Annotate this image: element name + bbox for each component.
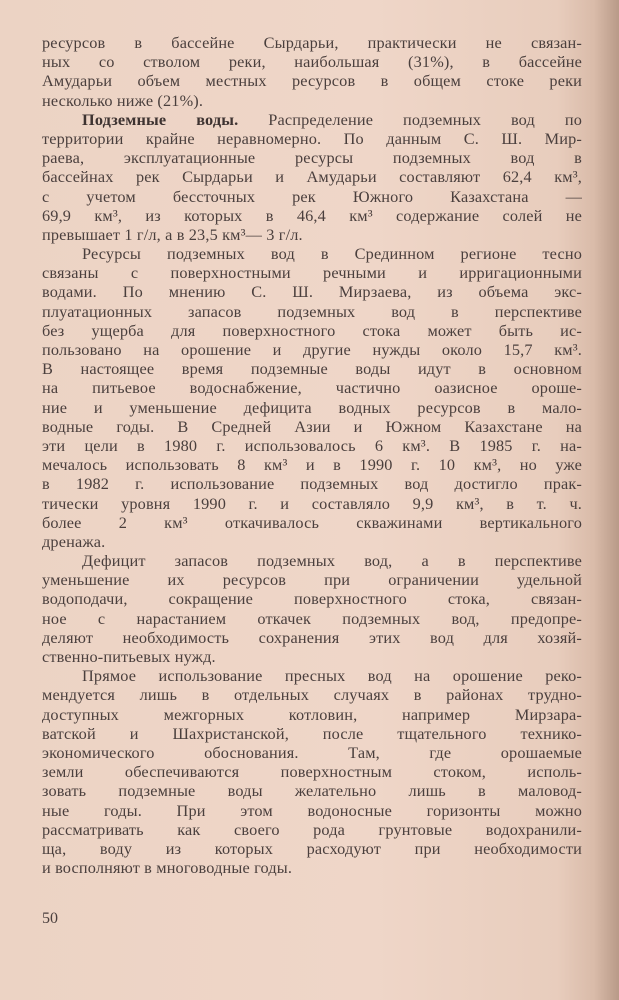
line-text: с учетом бессточных рек Южного Казахстана — bbox=[42, 186, 582, 206]
text-line bbox=[42, 378, 582, 397]
line-text: и восполняют в многоводные годы. bbox=[42, 858, 293, 878]
section-heading: Подземные воды. bbox=[82, 109, 239, 129]
line-text: без ущерба для поверхностного стока может быть ис- bbox=[42, 320, 582, 340]
text-line bbox=[42, 436, 582, 455]
line-text: эти цели в 1980 г. использовалось 6 км³. В 1985 г. на- bbox=[42, 435, 582, 455]
text-line bbox=[42, 167, 582, 186]
line-text: земли обеспечиваются поверхностным стоком, исполь- bbox=[42, 762, 582, 782]
text-line bbox=[42, 244, 582, 263]
text-line bbox=[42, 647, 582, 666]
line-text: Дефицит запасов подземных вод, а в перспективе bbox=[82, 551, 582, 571]
line-text: водами. По мнению С. Ш. Мирзаева, из объема экс- bbox=[42, 282, 582, 302]
page-number: 50 bbox=[42, 910, 58, 927]
text-line bbox=[42, 455, 582, 474]
line-text: ние и уменьшение дефицита водных ресурсов в мало- bbox=[42, 397, 582, 417]
line-text: пользовано на орошение и другие нужды около 15,7 км³. bbox=[42, 340, 582, 359]
text-line bbox=[42, 781, 582, 800]
text-line bbox=[42, 628, 582, 647]
line-text: территории крайне неравномерно. По данным С. Ш. Мир- bbox=[42, 128, 582, 148]
line-text: тически уровня 1990 г. и составляло 9,9 км³, в т. ч. bbox=[42, 493, 582, 513]
text-line bbox=[42, 340, 582, 359]
text-line bbox=[42, 417, 582, 436]
line-text: мендуется лишь в отдельных случаях в районах трудно- bbox=[42, 685, 582, 705]
text-line bbox=[42, 666, 582, 685]
line-text: зовать подземные воды желательно лишь в маловод- bbox=[42, 781, 582, 801]
text-line bbox=[42, 52, 582, 71]
text-line bbox=[42, 724, 582, 743]
line-text: водные годы. В Средней Азии и Южном Казахстане на bbox=[42, 416, 582, 436]
line-text: плуатационных запасов подземных вод в перспективе bbox=[42, 301, 582, 321]
text-line bbox=[42, 302, 582, 321]
line-text: рассматривать как своего рода грунтовые водохранили- bbox=[42, 819, 582, 839]
text-line bbox=[42, 33, 582, 52]
line-text: бассейнах рек Сырдарьи и Амударьи составляют 62,4 км³, bbox=[42, 167, 582, 187]
text-line bbox=[42, 551, 582, 570]
text-line bbox=[42, 474, 582, 493]
page-text bbox=[42, 33, 582, 877]
text-line bbox=[42, 225, 582, 244]
line-text: ственно-питьевых нужд. bbox=[42, 647, 216, 666]
line-text: дренажа. bbox=[42, 531, 106, 551]
text-line bbox=[42, 839, 582, 858]
line-text: ные годы. При этом водоносные горизонты можно bbox=[42, 800, 582, 820]
text-line bbox=[42, 110, 582, 129]
text-line bbox=[42, 359, 582, 378]
line-text: связаны с поверхностными речными и ирригационными bbox=[42, 263, 582, 283]
line-text: деляют необходимость сохранения этих вод для хозяй- bbox=[42, 627, 582, 647]
line-text: доступных межгорных котловин, например Мирзара- bbox=[42, 704, 582, 724]
text-line bbox=[42, 743, 582, 762]
text-line bbox=[42, 187, 582, 206]
text-line bbox=[42, 321, 582, 340]
line-text: более 2 км³ откачивалось скважинами вертикального bbox=[42, 512, 582, 532]
line-text: Ресурсы подземных вод в Срединном регионе тесно bbox=[82, 244, 582, 264]
line-text: несколько ниже (21%). bbox=[42, 90, 204, 110]
line-text: в 1982 г. использование подземных вод достигло прак- bbox=[42, 474, 582, 494]
text-line bbox=[42, 494, 582, 513]
line-text: Распределение подземных вод по bbox=[238, 109, 582, 129]
line-text: Прямое использование пресных вод на орошение реко- bbox=[82, 666, 582, 686]
text-line bbox=[42, 801, 582, 820]
text-line bbox=[42, 513, 582, 532]
line-text: ных со стволом реки, наибольшая (31%), в бассейне bbox=[42, 52, 582, 72]
text-line bbox=[42, 705, 582, 724]
text-line bbox=[42, 762, 582, 781]
text-line bbox=[42, 685, 582, 704]
text-line bbox=[42, 148, 582, 167]
text-line bbox=[42, 71, 582, 90]
text-line bbox=[42, 263, 582, 282]
line-text: водоподачи, сокращение поверхностного стока, связан- bbox=[42, 589, 582, 609]
line-text: В настоящее время подземные воды идут в основном bbox=[42, 359, 582, 379]
line-text: 69,9 км³, из которых в 46,4 км³ содержание солей не bbox=[42, 205, 582, 225]
line-text: мечалось использовать 8 км³ и в 1990 г. 10 км³, но уже bbox=[42, 455, 582, 475]
text-line bbox=[42, 282, 582, 301]
line-text: ное с нарастанием откачек подземных вод, предопре- bbox=[42, 608, 582, 628]
text-line bbox=[42, 589, 582, 608]
text-line bbox=[42, 609, 582, 628]
line-text: на питьевое водоснабжение, частично оазисное ороше- bbox=[42, 378, 582, 398]
line-text: экономического обоснования. Там, где орошаемые bbox=[42, 742, 582, 762]
line-text: ватской и Шахристанской, после тщательного технико- bbox=[42, 723, 582, 743]
text-line bbox=[42, 129, 582, 148]
text-line bbox=[42, 532, 582, 551]
line-text: уменьшение их ресурсов при ограничении удельной bbox=[42, 570, 582, 590]
line-text: раева, эксплуатационные ресурсы подземных вод в bbox=[42, 148, 582, 168]
text-line bbox=[42, 858, 582, 877]
line-text: ща, воду из которых расходуют при необходимости bbox=[42, 838, 582, 858]
text-line bbox=[42, 91, 582, 110]
text-line bbox=[42, 398, 582, 417]
line-text: ресурсов в бассейне Сырдарьи, практически не связан- bbox=[42, 33, 582, 52]
text-line bbox=[42, 820, 582, 839]
line-text: Амударьи объем местных ресурсов в общем стоке реки bbox=[42, 71, 582, 91]
text-line bbox=[42, 206, 582, 225]
text-line bbox=[42, 570, 582, 589]
line-text: превышает 1 г/л, а в 23,5 км³— 3 г/л. bbox=[42, 224, 303, 244]
